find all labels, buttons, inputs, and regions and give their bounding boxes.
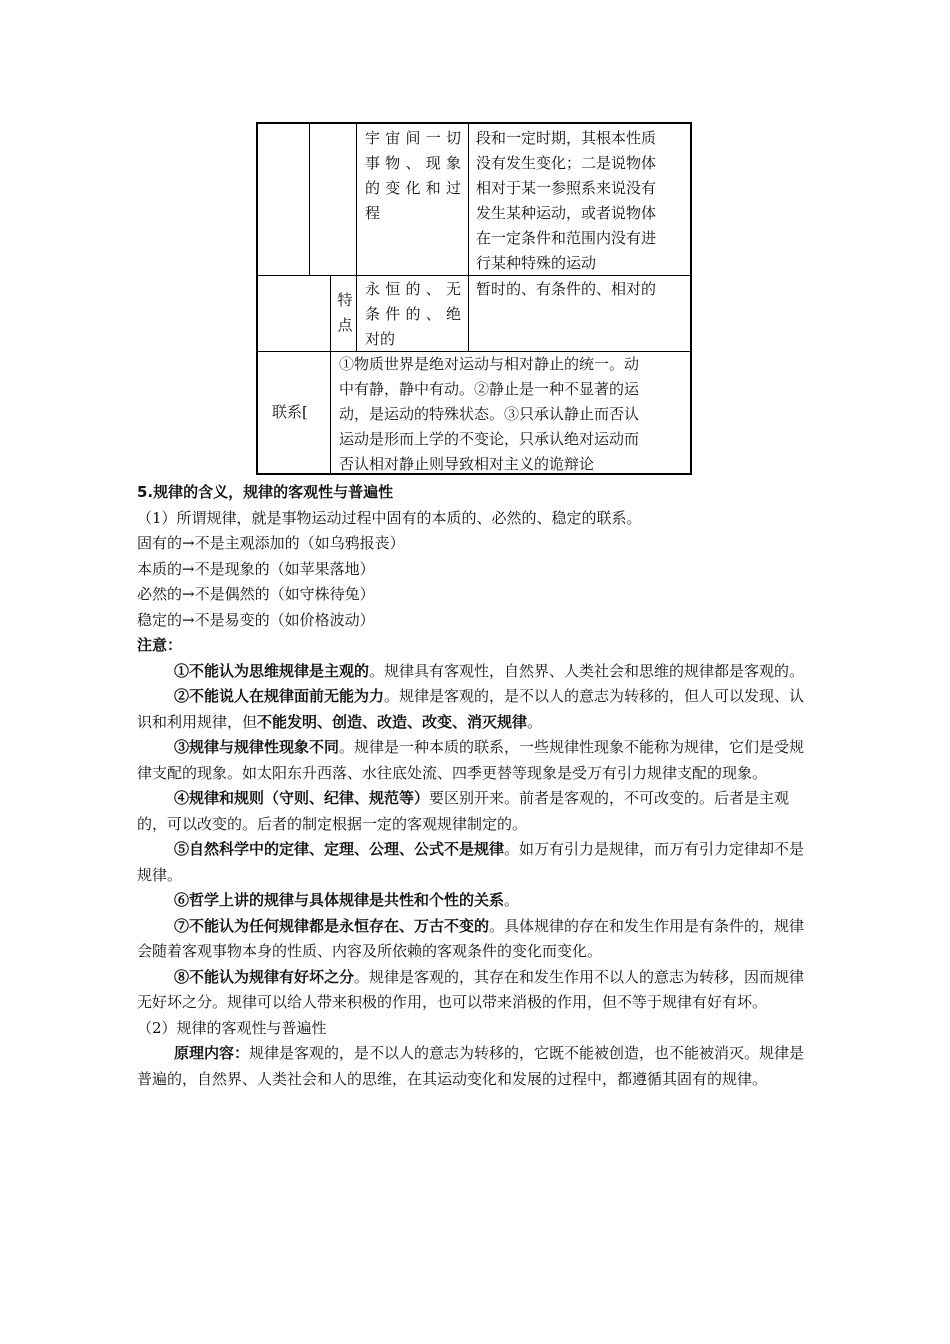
cell-line: 没有发生变化；二是说物体: [476, 154, 657, 172]
principle-label: 原理内容：: [174, 1044, 250, 1062]
cell-line: 暂时的、有条件的、相对的: [476, 280, 657, 298]
table-line: [330, 275, 331, 351]
note-2-emphasis-2: 不能发明、创造、改造、改变、消灭规律: [257, 712, 528, 731]
table-line: [468, 124, 469, 351]
note-4-text: 要区别开来。前者是客观的，不可改变的。后者是主观的，可以改变的。后者的制定根据一定的客观规律制定的。: [137, 789, 790, 833]
principle-text: 规律是客观的，是不以人的意志为转移的，它既不能被创造，也不能被消灭。规律是普遍的，自然界、人类社会和人的思维，在其运动变化和发展的过程中，都遵循其固有的规律。: [137, 1044, 805, 1088]
section-5: [137, 480, 817, 1092]
note-8: [137, 965, 817, 1016]
row2-motion-feature-cell: [365, 277, 461, 352]
cell-line: 否认相对静止则导致相对主义的诡辩论: [339, 455, 595, 473]
note-1: [137, 659, 817, 685]
cell-line: 条件的、绝: [365, 305, 461, 323]
cell-line: ①物质世界是绝对运动与相对静止的统一。动: [339, 355, 640, 373]
note-4-emphasis: ④规律和规则（守则、纪律、规范等）: [174, 789, 430, 807]
list-item: 稳定的→不是易变的（如价格波动）: [137, 610, 375, 629]
note-6-emphasis: ⑥哲学上讲的规律与具体规律是共性和个性的关系: [174, 891, 505, 909]
note-5: [137, 837, 817, 888]
note-7-text: 。具体规律的存在和发生作用是有条件的，规律会随着客观事物本身的性质、内容及所依赖的客观条件的变化而变化。: [137, 916, 805, 960]
note-8-emphasis: ⑧不能认为规律有好坏之分: [174, 967, 355, 986]
note-label: 注意：: [137, 636, 183, 654]
cell-line: 宇宙间一切: [365, 129, 461, 147]
note-8-text: 。规律是客观的，其存在和发生作用不以人的意志为转移，因而规律无好坏之分。规律可以给人带来积极的作用，也可以带来消极的作用，但不等于规律有好有坏。: [137, 967, 805, 1011]
note-3-text: 。规律是一种本质的联系，一些规律性现象不能称为规律，它们是受规律支配的现象。如太阳东升西落、水往底处流、四季更替等现象是受万有引力规律支配的现象。: [137, 738, 805, 782]
note-2-emphasis: ②不能说人在规律面前无能为力: [174, 687, 385, 705]
relation-cell: [339, 352, 687, 477]
cell-line: 发生某种运动，或者说物体: [476, 204, 657, 222]
principle-paragraph: [137, 1041, 817, 1092]
list-item: 必然的→不是偶然的（如守株待兔）: [137, 585, 375, 603]
cell-line: 程: [365, 204, 381, 222]
feature-label: [337, 288, 353, 338]
note-3-emphasis: ③规律与规律性现象不同: [174, 738, 340, 756]
note-1-text: 。规律具有客观性，自然界、人类社会和思维的规律都是客观的。: [369, 661, 805, 680]
cell-line: 事物、现象: [365, 154, 461, 172]
cell-line: 永恒的、无: [365, 280, 461, 298]
row1-meaning-cell: [365, 126, 461, 226]
cell-line: 特: [337, 291, 353, 309]
note-6: [137, 888, 817, 914]
cell-line: 运动是形而上学的不变论，只承认绝对运动而: [339, 430, 640, 448]
note-1-emphasis: ①不能认为思维规律是主观的: [174, 661, 370, 680]
note-5-emphasis: ⑤自然科学中的定律、定理、公理、公式不是规律: [174, 840, 505, 858]
comparison-table: [256, 122, 692, 475]
note-6-text: 。: [504, 891, 520, 909]
list-item: 本质的→不是现象的（如苹果落地）: [137, 559, 375, 578]
note-7: [137, 914, 817, 965]
section-heading: 5.规律的含义，规律的客观性与普遍性: [137, 483, 394, 501]
row2-static-feature-cell: [476, 277, 686, 302]
subsection-2-heading: （2）规律的客观性与普遍性: [137, 1018, 327, 1037]
cell-line: 的变化和过: [365, 179, 461, 197]
relation-label: 联系[: [272, 403, 308, 421]
cell-line: 动，是运动的特殊状态。③只承认静止而否认: [339, 405, 640, 423]
cell-line: 段和一定时期，其根本性质: [476, 129, 657, 147]
cell-line: 对的: [365, 330, 396, 348]
note-2-text-2: 。: [527, 712, 543, 731]
note-2: [137, 684, 817, 735]
table-line: [356, 124, 357, 351]
cell-line: 行某种特殊的运动: [476, 254, 597, 272]
table-line: [330, 351, 331, 475]
note-2-text: 。规律是客观的，是不以人的意志为转移的，但人可以发现、认识和利用规律，但: [137, 687, 805, 731]
definition-paragraph: （1）所谓规律，就是事物运动过程中固有的本质的、必然的、稳定的联系。: [137, 508, 642, 527]
list-item: 固有的→不是主观添加的（如乌鸦报丧）: [137, 534, 405, 552]
table-line: [309, 124, 310, 275]
cell-line: 中有静，静中有动。②静止是一种不显著的运: [339, 380, 640, 398]
note-4: [137, 786, 817, 837]
note-3: [137, 735, 817, 786]
cell-line: 相对于某一参照系来说没有: [476, 179, 657, 197]
row1-static-cell: [476, 126, 686, 276]
note-5-text: 。如万有引力是规律，而万有引力定律却不是规律。: [137, 840, 805, 884]
cell-line: 点: [337, 316, 353, 334]
note-7-emphasis: ⑦不能认为任何规律都是永恒存在、万古不变的: [174, 916, 490, 935]
cell-line: 在一定条件和范围内没有进: [476, 229, 657, 247]
